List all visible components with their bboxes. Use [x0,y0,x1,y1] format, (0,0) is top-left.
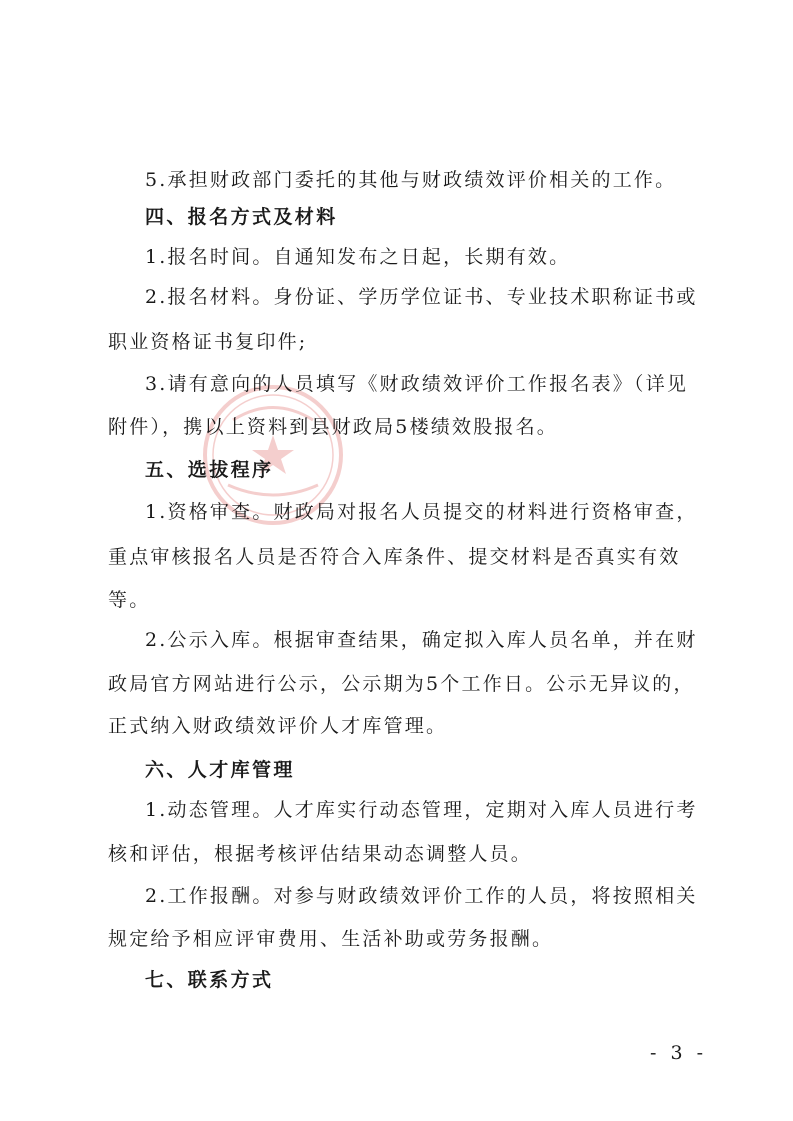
paragraph-line: 2.报名材料。身份证、学历学位证书、专业技术职称证书或 [145,286,698,308]
paragraph-line: 2.公示入库。根据审查结果，确定拟入库人员名单，并在财 [145,629,698,651]
paragraph-line: 1.资格审查。财政局对报名人员提交的材料进行资格审查， [145,501,698,523]
section-heading: 五、选拔程序 [145,459,274,481]
section-heading: 四、报名方式及材料 [145,206,338,228]
paragraph-continuation-line: 重点审核报名人员是否符合入库条件、提交材料是否真实有效 [108,546,681,568]
paragraph-continuation-line: 核和评估，根据考核评估结果动态调整人员。 [108,843,533,865]
paragraph-line: 2.工作报酬。对参与财政绩效评价工作的人员，将按照相关 [145,885,698,907]
section-heading: 七、联系方式 [145,969,274,991]
page-number: - 3 - [650,1042,708,1064]
paragraph-continuation-line: 等。 [108,589,151,611]
paragraph-continuation-line: 职业资格证书复印件; [108,331,308,353]
section-heading: 六、人才库管理 [145,759,295,781]
paragraph-line: 5.承担财政部门委托的其他与财政绩效评价相关的工作。 [145,169,677,191]
paragraph-continuation-line: 正式纳入财政绩效评价人才库管理。 [108,715,448,737]
paragraph-continuation-line: 政局官方网站进行公示，公示期为5个工作日。公示无异议的， [108,673,695,695]
paragraph-line: 1.动态管理。人才库实行动态管理，定期对入库人员进行考 [145,799,698,821]
paragraph-continuation-line: 附件），携以上资料到县财政局5楼绩效股报名。 [108,416,558,438]
paragraph-continuation-line: 规定给予相应评审费用、生活补助或劳务报酬。 [108,928,554,950]
paragraph-line: 3.请有意向的人员填写《财政绩效评价工作报名表》（详见 [145,373,689,395]
paragraph-line: 1.报名时间。自通知发布之日起，长期有效。 [145,246,571,268]
